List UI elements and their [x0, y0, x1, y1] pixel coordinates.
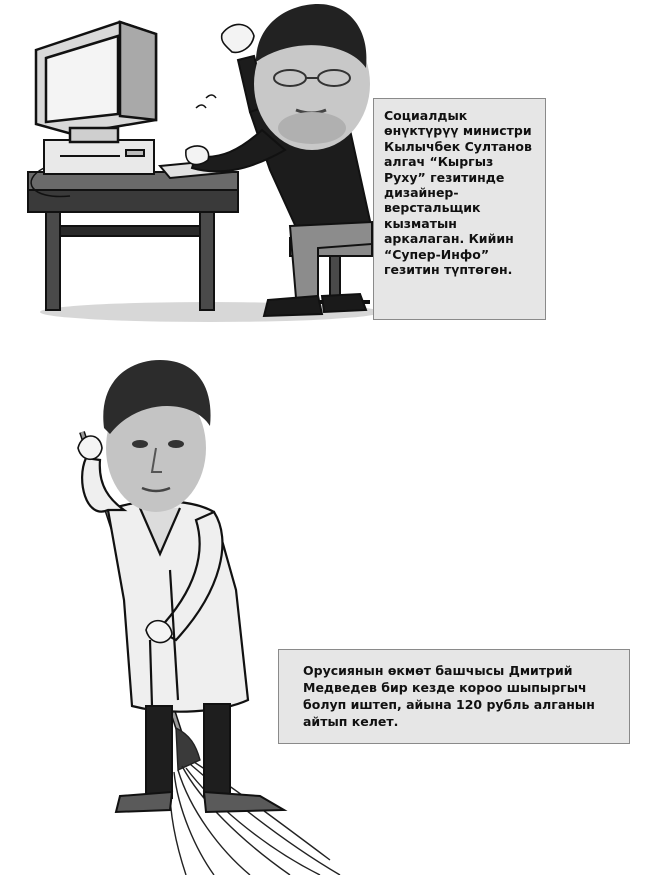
- caption-box-sultanov: [373, 98, 546, 320]
- panel-programmer: [0, 0, 654, 340]
- person-head-photo: [103, 360, 210, 512]
- janitor-cartoon: [0, 340, 654, 875]
- computer-monitor: [36, 22, 156, 142]
- panel-janitor: [0, 340, 654, 875]
- programmer-cartoon: [0, 0, 654, 340]
- person-head-photo: [254, 4, 370, 150]
- typing-motion-marks: [196, 95, 216, 108]
- computer-base: [44, 140, 154, 174]
- caption-text-sultanov: Социалдык өнүктүрүү министри Кылычбек Султанов алгач “Кыргыз Руху” гезитинде дизайнер- верстальщик кызматын аркалаган. Кийин “Супер-Инфо” гезитин түптөгөн.: [384, 108, 532, 278]
- desk: [28, 172, 238, 310]
- caption-text-medvedev: Орусиянын өкмөт башчысы Дмитрий Медведев бир кезде короо шыпыргыч болуп иштеп, айына 120 рубль алганын айтып келет.: [303, 663, 595, 729]
- caption-box-medvedev: [278, 649, 630, 744]
